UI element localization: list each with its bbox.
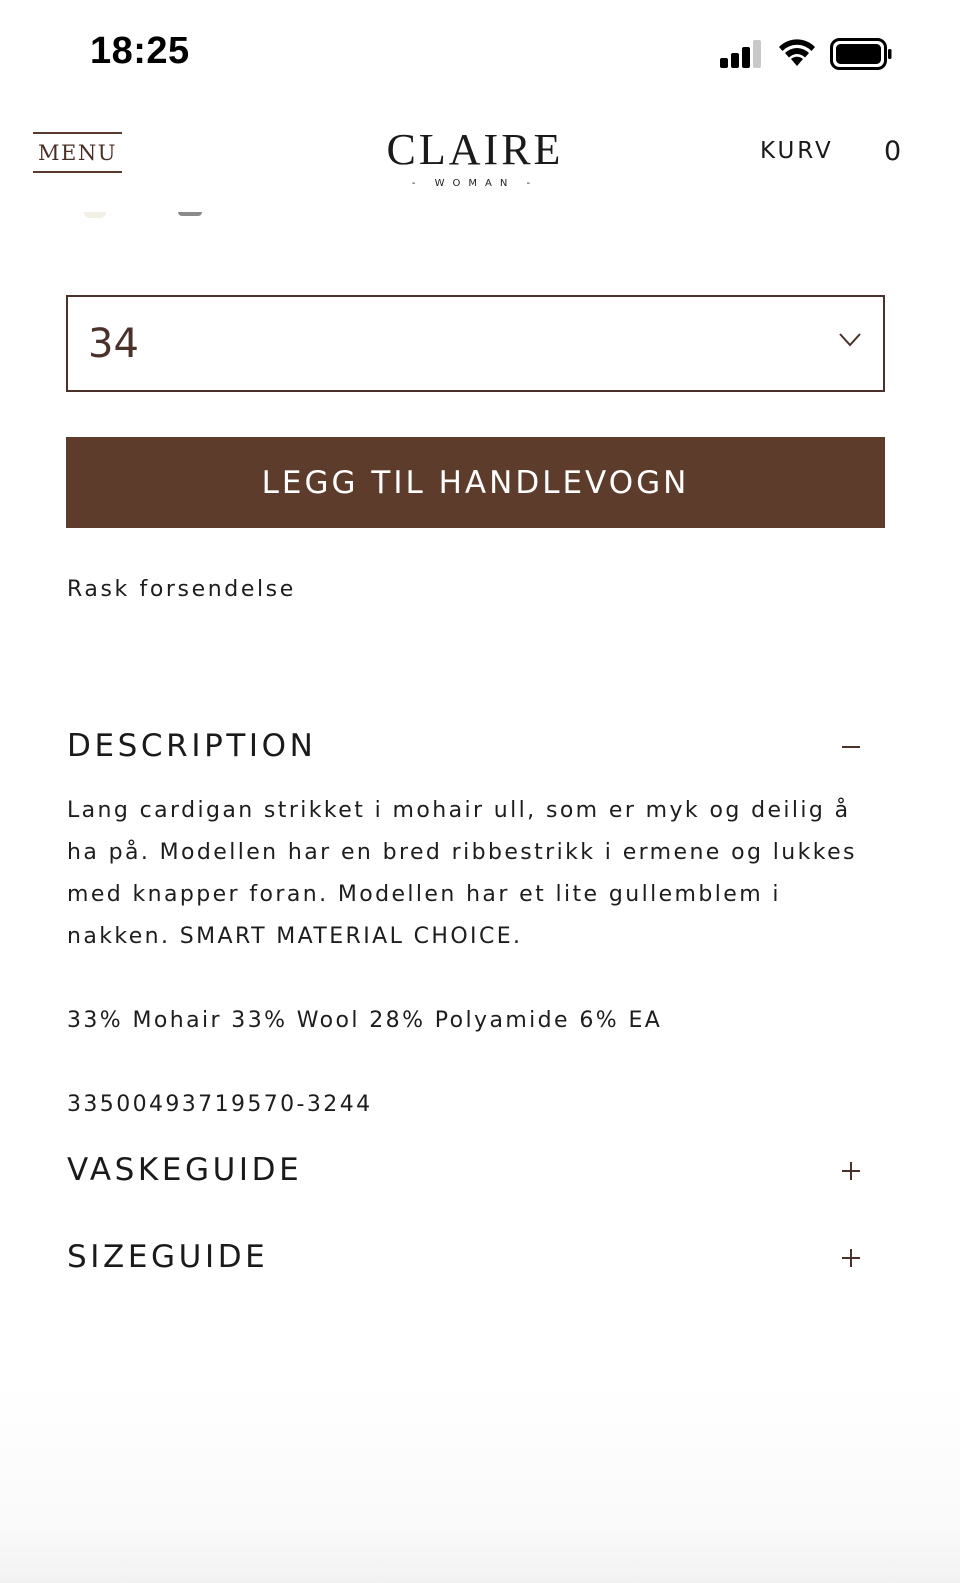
- description-heading[interactable]: DESCRIPTION: [67, 728, 317, 764]
- wifi-icon: [778, 38, 816, 68]
- logo-wordmark: CLAIRE: [386, 125, 564, 174]
- minus-icon[interactable]: [840, 736, 862, 758]
- status-time: 18:25: [90, 30, 190, 72]
- description-body: [67, 790, 877, 1126]
- logo-subtitle: - WOMAN -: [411, 178, 539, 189]
- wash-guide-heading[interactable]: VASKEGUIDE: [67, 1152, 303, 1188]
- color-swatch-remnant: [178, 212, 202, 216]
- cart-count[interactable]: 0: [884, 136, 902, 167]
- size-select[interactable]: [66, 295, 885, 392]
- color-swatch-remnant: [84, 212, 106, 218]
- cart-link[interactable]: KURV: [760, 138, 834, 164]
- shipping-note: Rask forsendelse: [67, 577, 296, 602]
- status-bar: [0, 0, 960, 100]
- size-guide-heading[interactable]: SIZEGUIDE: [67, 1239, 269, 1275]
- battery-icon: [830, 38, 892, 70]
- chevron-down-icon: [839, 333, 861, 347]
- signal-icon: [720, 40, 764, 68]
- site-header: [0, 100, 960, 220]
- product-sku: 33500493719570-3244: [67, 1092, 373, 1117]
- size-selected-value: 34: [88, 321, 139, 367]
- page-bottom-area: [0, 1380, 960, 1583]
- plus-icon[interactable]: [840, 1247, 862, 1269]
- material-composition: 33% Mohair 33% Wool 28% Polyamide 6% EA: [67, 1008, 663, 1033]
- plus-icon[interactable]: [840, 1160, 862, 1182]
- add-to-cart-button[interactable]: LEGG TIL HANDLEVOGN: [66, 437, 885, 528]
- description-text: Lang cardigan strikket i mohair ull, som er myk og deilig å ha på. Modellen har en bred ribbestrikk i ermene og lukkes med knapper foran. Modellen har et lite gullemblem i nakken. SMART MATERIAL CHOICE.: [67, 798, 857, 949]
- menu-button[interactable]: MENU: [33, 132, 122, 173]
- brand-logo[interactable]: [372, 126, 578, 189]
